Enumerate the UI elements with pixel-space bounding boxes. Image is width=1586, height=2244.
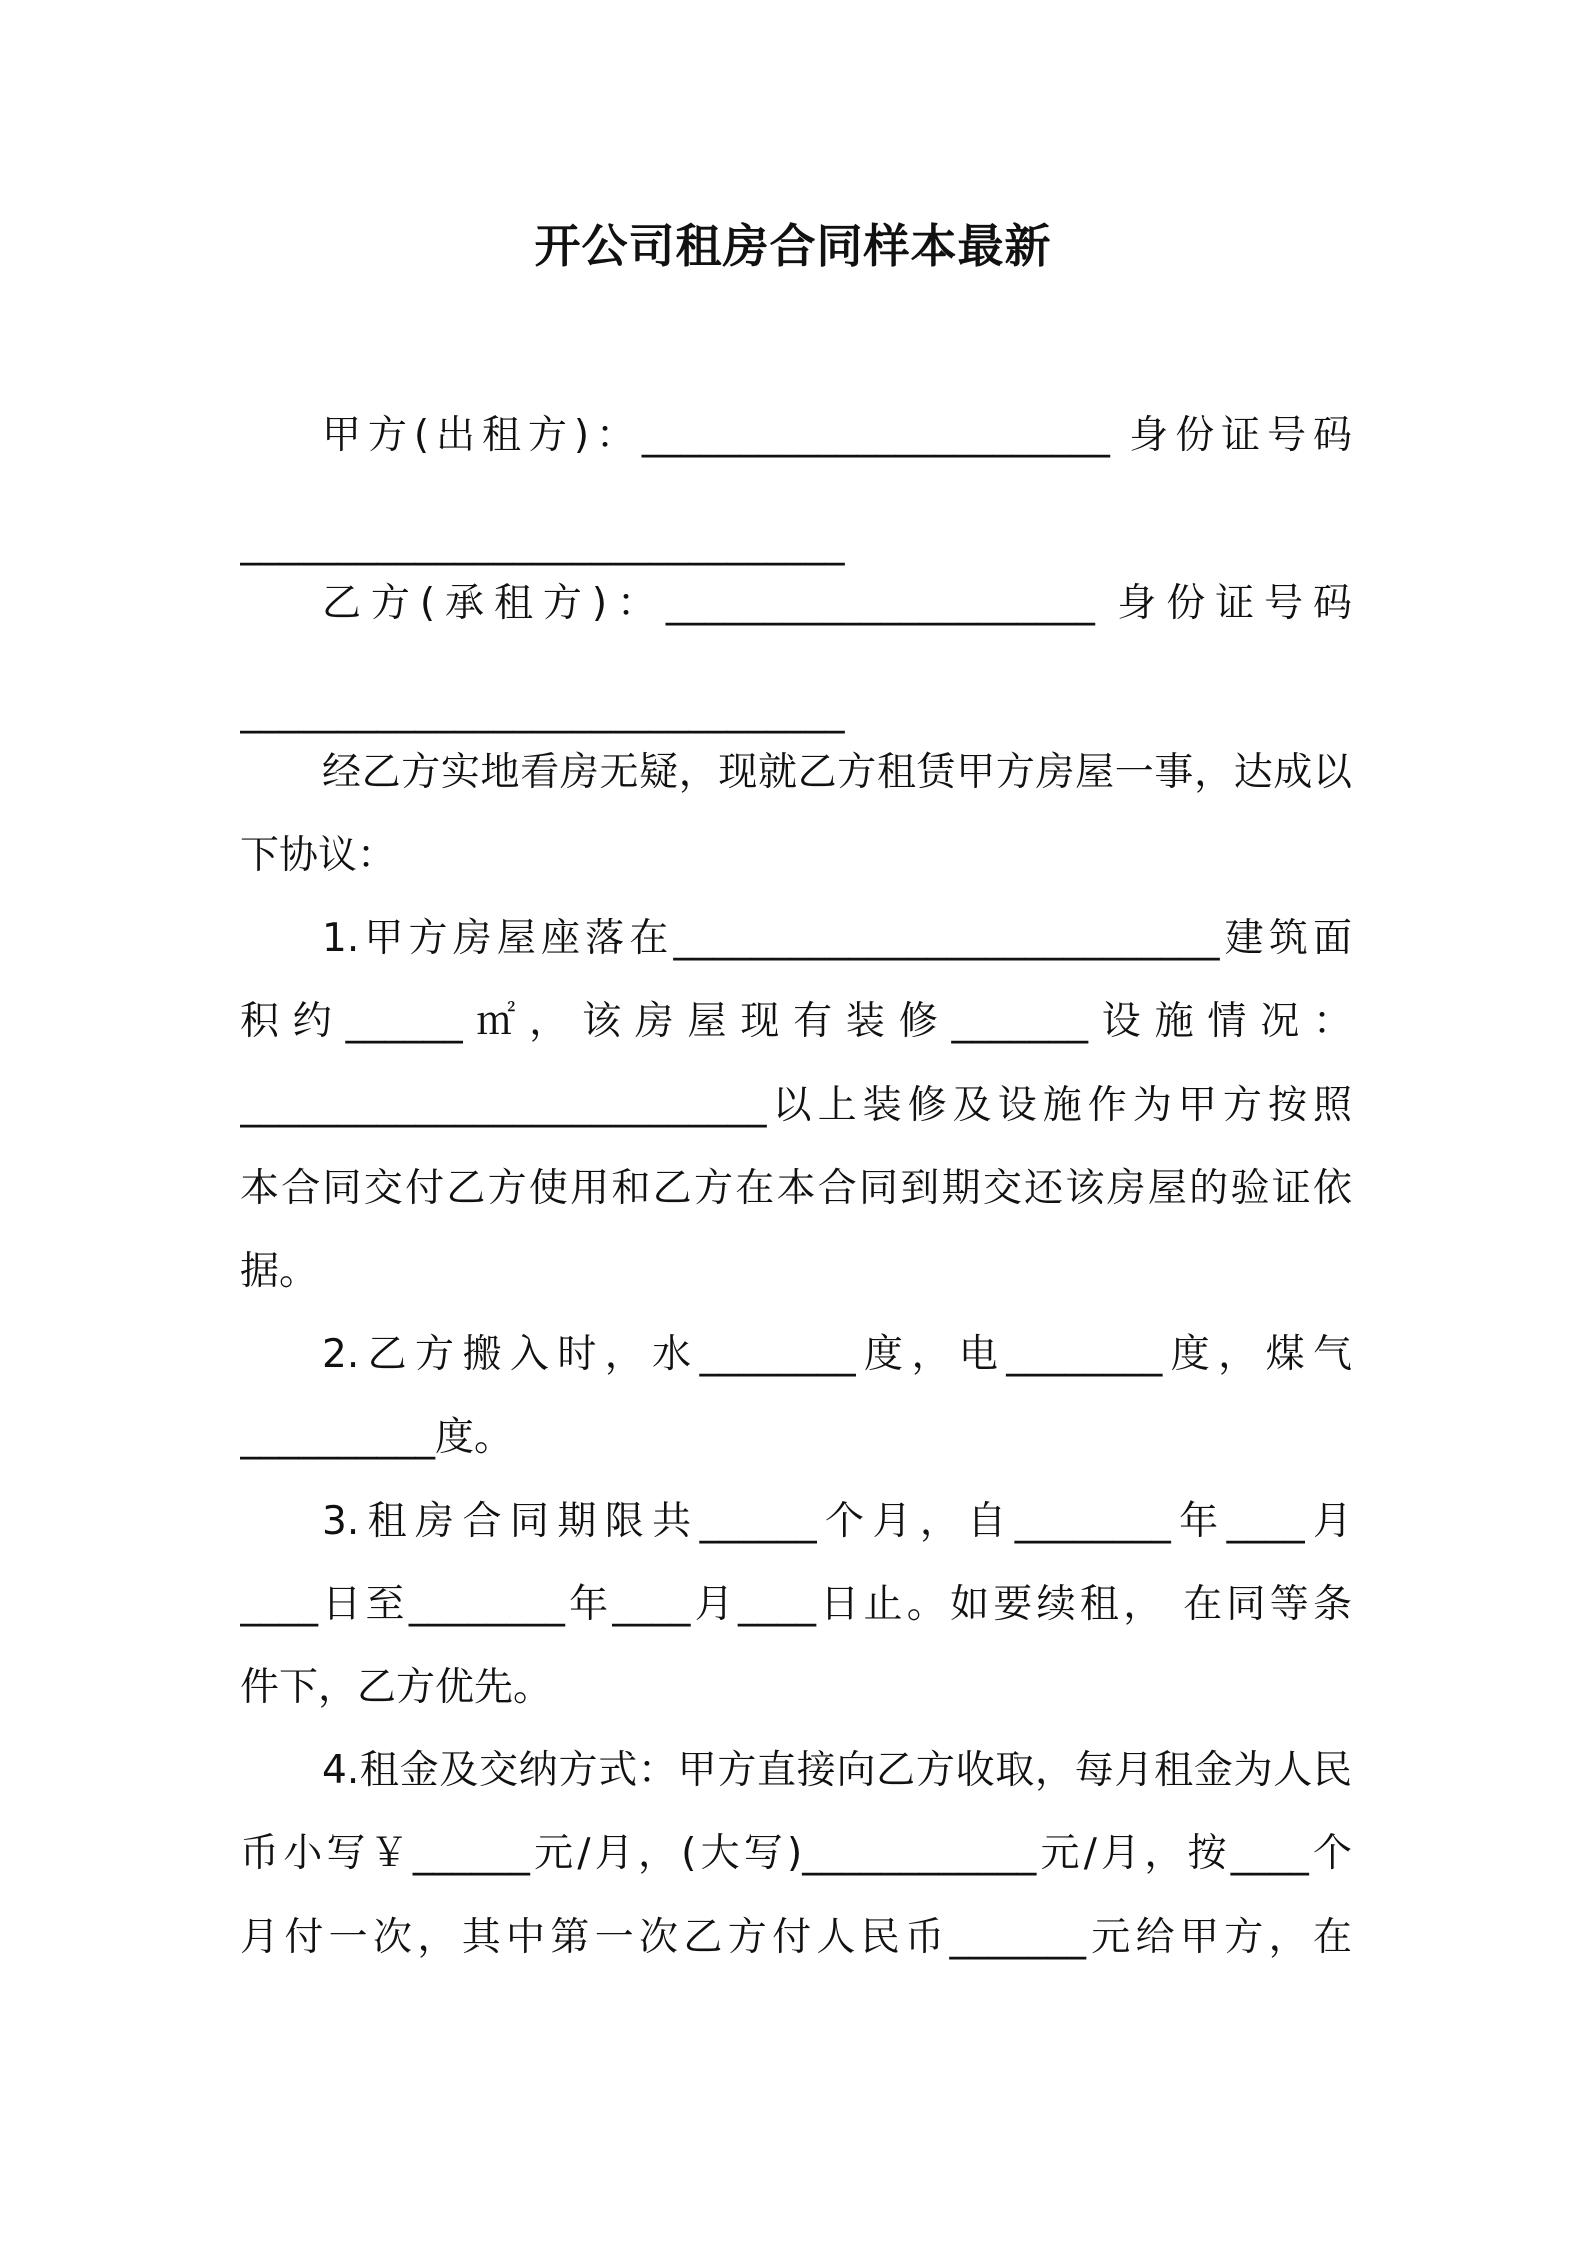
clause-4-line-3: 月付一次，其中第一次乙方付人民币_______元给甲方，在 [240, 1915, 1352, 1960]
clause-1-line-1: 1.甲方房屋座落在____________________________建筑面 [322, 916, 1352, 961]
intro-line-1: 经乙方实地看房无疑，现就乙方租赁甲方房屋一事，达成以 [322, 750, 1352, 795]
clause-4-line-2: 币小写￥______元/月，(大写)____________元/月，按____个 [240, 1831, 1352, 1876]
party-b-id-blank: _______________________________ [240, 689, 845, 734]
clause-1-line-2: 积约______㎡，该房屋现有装修_______设施情况： [240, 999, 1352, 1044]
clause-1-line-4: 本合同交付乙方使用和乙方在本合同到期交还该房屋的验证依 [240, 1166, 1352, 1211]
party-a-line: 甲方(出租方)：________________________ 身份证号码 [322, 413, 1352, 458]
clause-1-line-5: 据。 [240, 1249, 319, 1294]
clause-3-line-2: ____日至________年____月____日止。如要续租， 在同等条 [240, 1582, 1352, 1627]
clause-1-line-3: ___________________________以上装修及设施作为甲方按照 [240, 1083, 1352, 1128]
clause-3-line-1: 3.租房合同期限共______个月，自________年____月 [322, 1499, 1352, 1544]
intro-line-2: 下协议： [240, 833, 397, 878]
clause-3-line-3: 件下，乙方优先。 [240, 1665, 553, 1710]
clause-2-line-2: __________度。 [240, 1415, 514, 1460]
document-title: 开公司租房合同样本最新 [534, 219, 1052, 273]
clause-2-line-1: 2.乙方搬入时，水________度，电________度，煤气 [322, 1332, 1352, 1377]
clause-4-line-1: 4.租金及交纳方式：甲方直接向乙方收取，每月租金为人民 [322, 1748, 1352, 1793]
party-b-line: 乙方(承租方)：______________________ 身份证号码 [322, 581, 1352, 626]
party-a-id-blank: _______________________________ [240, 521, 845, 566]
